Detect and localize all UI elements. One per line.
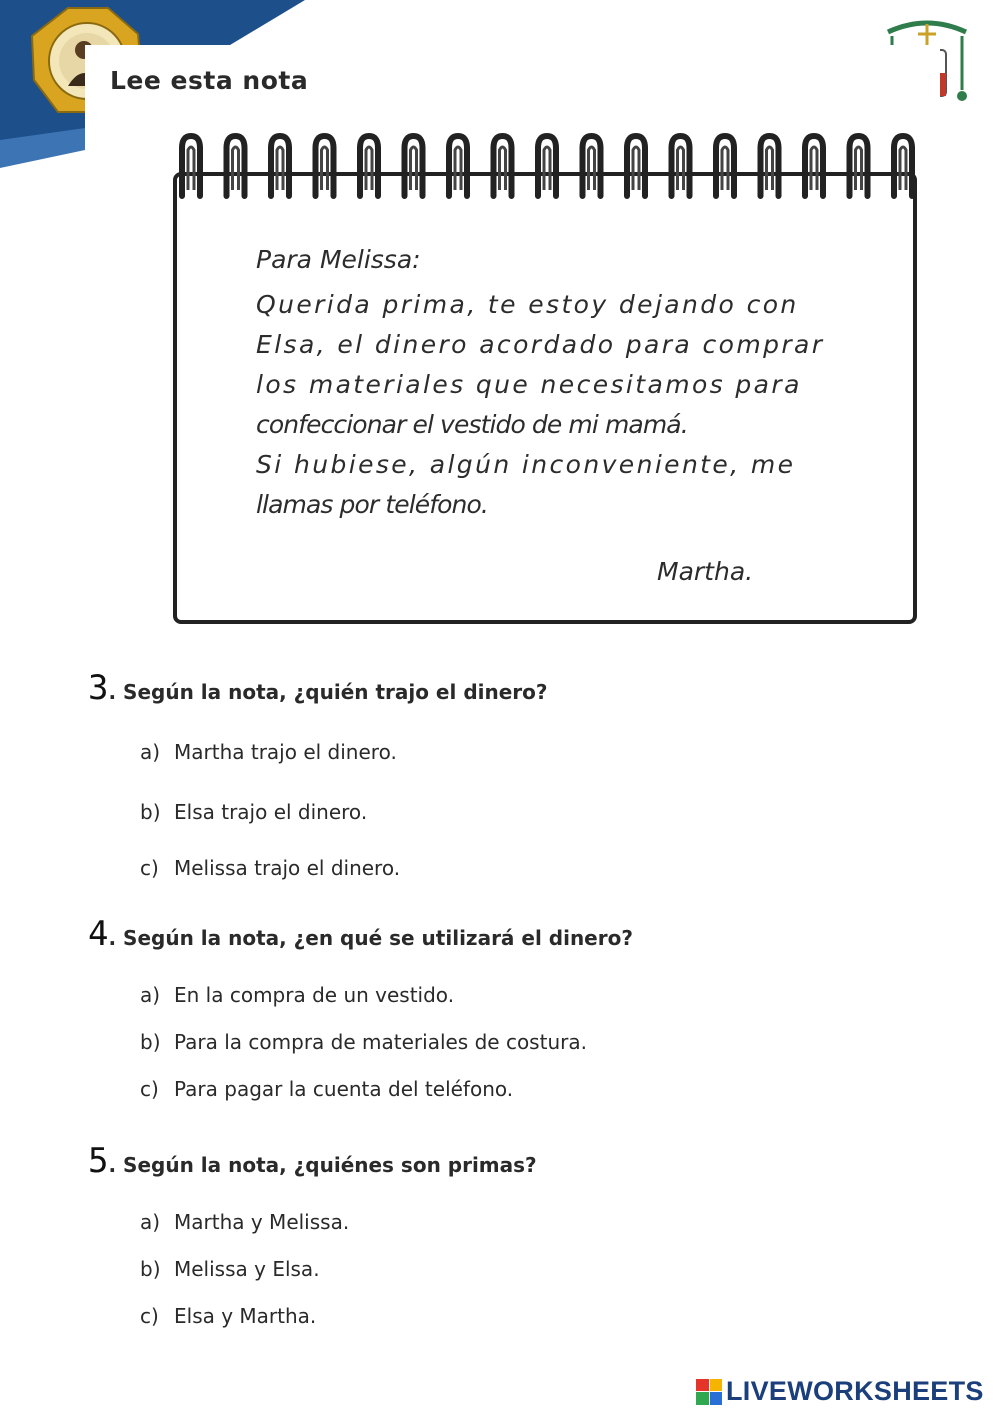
- spiral-ring: [405, 136, 423, 196]
- spiral-ring: [494, 136, 512, 196]
- question-5-option-a[interactable]: [140, 1210, 349, 1234]
- option-letter: c): [140, 1304, 159, 1328]
- spiral-ring: [627, 136, 645, 196]
- question-5-option-b[interactable]: [140, 1257, 320, 1281]
- spiral-ring: [761, 136, 779, 196]
- option-text: Para pagar la cuenta del teléfono.: [174, 1077, 514, 1101]
- question-number: 5: [88, 1141, 109, 1181]
- note-line: llamas por teléfono.: [256, 490, 488, 519]
- spiral-ring: [227, 136, 245, 196]
- question-text: . Según la nota, ¿quién trajo el dinero?: [108, 680, 548, 704]
- spiral-ring: [583, 136, 601, 196]
- liveworksheets-badge-icon: [696, 1379, 722, 1405]
- liveworksheets-watermark[interactable]: [696, 1376, 984, 1407]
- note-line: Si hubiese, algún inconveniente, me: [256, 450, 796, 479]
- question-4: [88, 914, 633, 954]
- question-text: . Según la nota, ¿en qué se utilizará el dinero?: [108, 926, 633, 950]
- spiral-ring: [316, 136, 334, 196]
- question-5: [88, 1141, 537, 1181]
- spiral-ring: [449, 136, 467, 196]
- question-3-option-c[interactable]: [140, 856, 400, 880]
- option-text: Elsa y Martha.: [174, 1304, 317, 1328]
- option-letter: a): [140, 1210, 161, 1234]
- option-text: Elsa trajo el dinero.: [174, 800, 368, 824]
- spiral-ring: [716, 136, 734, 196]
- note-line: Elsa, el dinero acordado para comprar: [256, 330, 825, 359]
- note-body: [256, 285, 856, 525]
- option-letter: b): [140, 800, 161, 824]
- note-line: confeccionar el vestido de mi mamá.: [256, 410, 688, 439]
- question-4-option-b[interactable]: [140, 1030, 587, 1054]
- question-3: [88, 668, 548, 708]
- note-line: los materiales que necesitamos para: [256, 370, 802, 399]
- question-3-option-b[interactable]: [140, 800, 367, 824]
- option-letter: b): [140, 1030, 161, 1054]
- spiral-ring: [805, 136, 823, 196]
- note-greeting: Para Melissa:: [256, 245, 421, 274]
- option-text: Martha y Melissa.: [174, 1210, 350, 1234]
- option-letter: c): [140, 856, 159, 880]
- question-4-option-c[interactable]: [140, 1077, 513, 1101]
- option-letter: c): [140, 1077, 159, 1101]
- option-text: En la compra de un vestido.: [174, 983, 455, 1007]
- option-letter: a): [140, 983, 161, 1007]
- option-text: Melissa trajo el dinero.: [174, 856, 401, 880]
- question-number: 3: [88, 668, 109, 708]
- spiral-ring: [894, 136, 912, 196]
- spiral-ring: [850, 136, 868, 196]
- question-text: . Según la nota, ¿quiénes son primas?: [108, 1153, 537, 1177]
- spiral-ring: [672, 136, 690, 196]
- spiral-ring: [360, 136, 378, 196]
- notepad-spiral-binding: [168, 130, 928, 206]
- option-text: Martha trajo el dinero.: [174, 740, 397, 764]
- question-3-option-a[interactable]: [140, 740, 397, 764]
- note-line: Querida prima, te estoy dejando con: [256, 290, 799, 319]
- note-signature: Martha.: [657, 557, 754, 586]
- option-letter: a): [140, 740, 161, 764]
- spiral-ring: [271, 136, 289, 196]
- option-text: Para la compra de materiales de costura.: [174, 1030, 587, 1054]
- question-number: 4: [88, 914, 109, 954]
- spiral-ring: [538, 136, 556, 196]
- option-text: Melissa y Elsa.: [174, 1257, 320, 1281]
- option-letter: b): [140, 1257, 161, 1281]
- spiral-ring: [182, 136, 200, 196]
- worksheet-title: Lee esta nota: [110, 66, 309, 95]
- question-4-option-a[interactable]: [140, 983, 454, 1007]
- watermark-text: LIVEWORKSHEETS: [726, 1376, 984, 1406]
- question-5-option-c[interactable]: [140, 1304, 316, 1328]
